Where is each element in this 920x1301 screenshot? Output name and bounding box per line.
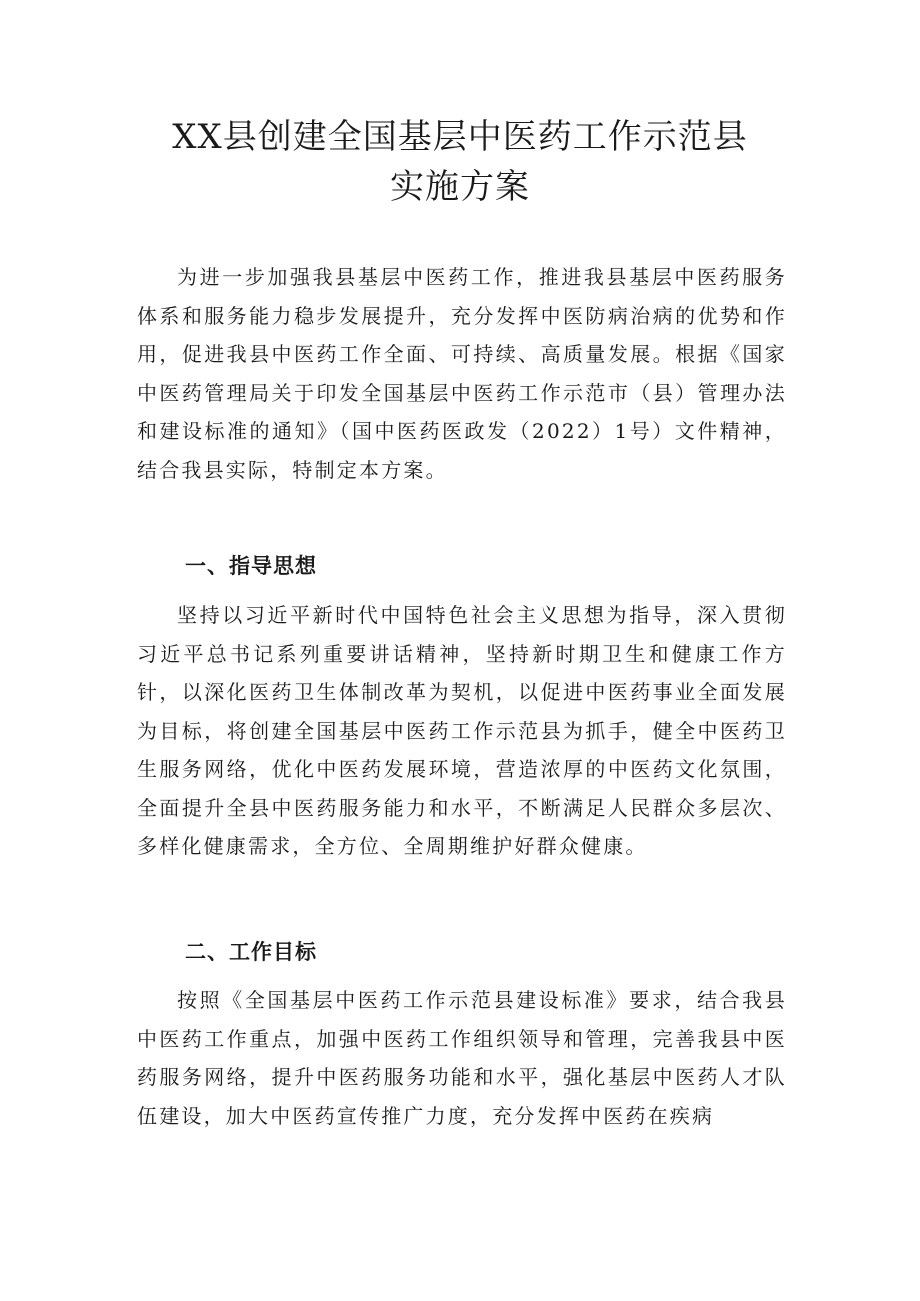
- section-body-work-goals: 按照《全国基层中医药工作示范县建设标准》要求，结合我县中医药工作重点，加强中医药工作组织领导和管理，完善我县中医药服务网络，提升中医药服务功能和水平，强化基层中医药人才队伍建设，加大中医药宣传推广力度，充分发挥中医药在疾病: [137, 988, 787, 1128]
- document-title-line-1: XX县创建全国基层中医药工作示范县: [172, 117, 748, 157]
- section-heading-guiding-ideology: 一、指导思想: [185, 554, 317, 578]
- intro-paragraph: 为进一步加强我县基层中医药工作，推进我县基层中医药服务体系和服务能力稳步发展提升，充分发挥中医防病治病的优势和作用，促进我县中医药工作全面、可持续、高质量发展。根据《国家中医药管理局关于印发全国基层中医药工作示范市（县）管理办法和建设标准的通知》（国中医药医政发（2022）1号）文件精神，结合我县实际，特制定本方案。: [137, 265, 787, 482]
- section-heading-work-goals: 二、工作目标: [185, 940, 317, 964]
- section-body-guiding-ideology: 坚持以习近平新时代中国特色社会主义思想为指导，深入贯彻习近平总书记系列重要讲话精神，坚持新时期卫生和健康工作方针，以深化医药卫生体制改革为契机，以促进中医药事业全面发展为目标，将创建全国基层中医药工作示范县为抓手，健全中医药卫生服务网络，优化中医药发展环境，营造浓厚的中医药文化氛围，全面提升全县中医药服务能力和水平，不断满足人民群众多层次、多样化健康需求，全方位、全周期维护好群众健康。: [137, 603, 787, 858]
- document-title-line-2: 实施方案: [390, 167, 530, 207]
